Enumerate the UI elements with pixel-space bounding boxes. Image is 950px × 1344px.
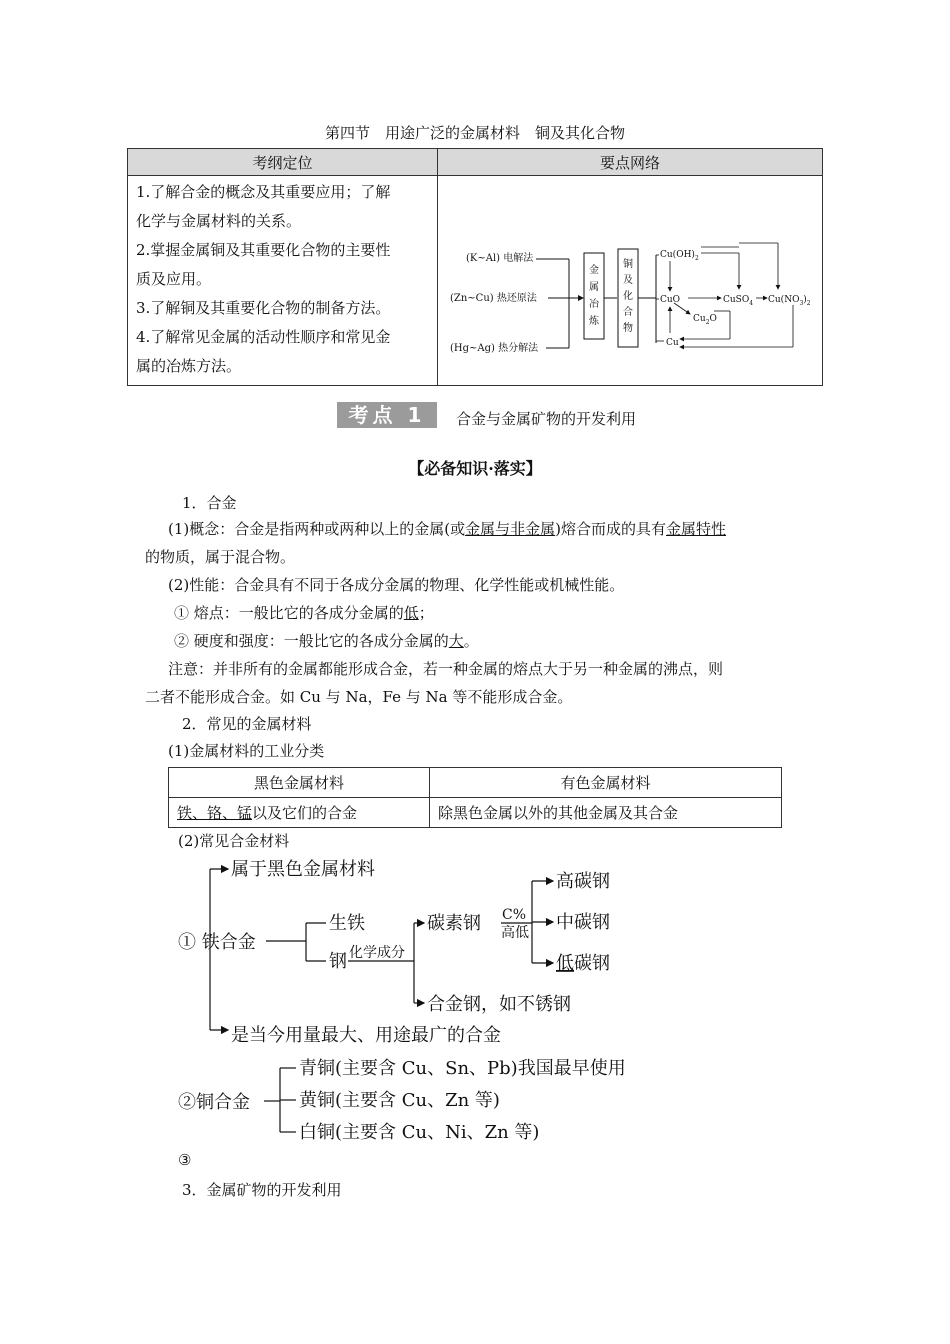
carbon-steel: 碳素钢: [427, 913, 481, 934]
note-line-1: 注意：并非所有的金属都能形成合金，若一种金属的熔点大于另一种金属的沸点，则: [168, 660, 724, 678]
network-cell: [438, 176, 823, 386]
box2-char: 及: [623, 274, 633, 286]
metal-classification-table: [168, 767, 782, 828]
steel: 钢: [329, 951, 347, 972]
heading-metal-materials: 2．常见的金属材料: [182, 715, 312, 733]
network-diagram: [438, 183, 822, 379]
compound-cuso4: CuSO$_4$: [723, 294, 754, 307]
compound-cu2o: $Cu_2O$: [693, 313, 717, 326]
concept-line-2: 的物质，属于混合物。: [145, 548, 296, 566]
goals-cell: [128, 176, 438, 386]
table-cell: 除黑色金属以外的其他金属及其合金: [430, 798, 782, 828]
underline-answer: 大: [448, 632, 464, 650]
method-decomposition: (Hg~Ag) 热分解法: [450, 342, 539, 354]
alloy-steel: 合金钢，如不锈钢: [427, 994, 571, 1015]
carbon-percent: C%: [502, 907, 527, 923]
goal-line: 1.了解合金的概念及其重要应用；了解: [136, 183, 391, 201]
goal-line: 化学与金属材料的关系。: [136, 212, 302, 230]
heading-ore-development: 3．金属矿物的开发利用: [182, 1181, 342, 1199]
high-carbon-steel: 高碳钢: [556, 871, 610, 892]
underline-answer: 铁、铬、锰: [177, 804, 253, 822]
section-heading: 【必备知识·落实】: [408, 459, 542, 478]
cupronickel-item: 白铜(主要含 Cu、Ni、Zn 等): [299, 1122, 540, 1143]
underline-answer: 金属与非金属: [465, 520, 556, 538]
classification-line: (1)金属材料的工业分类: [168, 742, 325, 760]
goal-line: 属的冶炼方法。: [136, 357, 242, 375]
heading-alloy: 1．合金: [182, 494, 237, 512]
box1-char: 炼: [589, 315, 599, 327]
hardness-line: ② 硬度和强度：一般比它的各成分金属的大。: [174, 632, 479, 650]
box2-char: 铜: [623, 258, 633, 270]
common-alloys-line: (2)常见合金材料: [178, 832, 290, 850]
goal-line: 4.了解常见金属的活动性顺序和常见金: [136, 328, 391, 346]
method-reduction: (Zn~Cu) 热还原法: [450, 292, 537, 304]
melting-point-line: ① 熔点：一般比它的各成分金属的低；: [174, 604, 434, 622]
outline-table: [127, 148, 823, 386]
compound-cuno32: $Cu(NO_3)_2$: [768, 294, 811, 307]
underline-answer: 金属特性: [665, 520, 726, 538]
note-line-2: 二者不能形成合金。如 Cu 与 Na，Fe 与 Na 等不能形成合金。: [145, 688, 573, 706]
brass-item: 黄铜(主要含 Cu、Zn 等): [299, 1090, 500, 1111]
method-electrolysis: (K~Al) 电解法: [466, 252, 534, 264]
property-line: (2)性能：合金具有不同于各成分金属的物理、化学性能或机械性能。: [168, 576, 625, 594]
low-carbon-steel: 低碳钢: [556, 953, 610, 974]
compound-cuo: CuO: [660, 294, 681, 305]
box2-char: 化: [623, 290, 633, 302]
mid-carbon-steel: 中碳钢: [556, 912, 610, 933]
outline-col-network: 要点网络: [438, 149, 823, 176]
kaodian-badge: 考点 1: [337, 402, 437, 428]
pig-iron: 生铁: [329, 913, 365, 934]
iron-alloy-label: ① 铁合金: [178, 932, 256, 953]
kaodian-title: 合金与金属矿物的开发利用: [456, 410, 637, 428]
goal-line: 3.了解铜及其重要化合物的制备方法。: [136, 299, 391, 317]
table-header: 黑色金属材料: [169, 768, 430, 798]
concept-line: (1)概念：合金是指两种或两种以上的金属(或金属与非金属)熔合而成的具有金属特性: [168, 520, 726, 538]
by-composition: 化学成分: [349, 945, 405, 961]
bronze-item: 青铜(主要含 Cu、Sn、Pb)我国最早使用: [299, 1058, 626, 1079]
item-three: ③: [178, 1151, 192, 1169]
compound-cuoh2: $Cu(OH)_2$: [660, 249, 699, 262]
box2-char: 合: [623, 306, 633, 318]
box2-char: 物: [623, 322, 633, 334]
high-low: 高低: [501, 925, 529, 941]
page-title: 第四节 用途广泛的金属材料 铜及其化合物: [324, 124, 625, 142]
box1-char: 金: [589, 264, 599, 276]
alloy-diagram: [168, 855, 648, 1145]
compound-cu: Cu: [666, 337, 679, 348]
iron-top-note: 属于黑色金属材料: [231, 859, 375, 880]
underline-answer: 低: [403, 604, 419, 622]
goal-line: 质及应用。: [136, 270, 212, 288]
table-header: 有色金属材料: [430, 768, 782, 798]
box1-char: 属: [589, 281, 599, 293]
table-cell: 铁、铬、锰以及它们的合金: [169, 798, 430, 828]
goal-line: 2.掌握金属铜及其重要化合物的主要性: [136, 241, 391, 259]
box1-char: 冶: [589, 298, 599, 310]
outline-col-goals: 考纲定位: [128, 149, 438, 176]
copper-alloy-label: ②铜合金: [178, 1092, 250, 1113]
iron-bottom-note: 是当今用量最大、用途最广的合金: [231, 1025, 501, 1046]
